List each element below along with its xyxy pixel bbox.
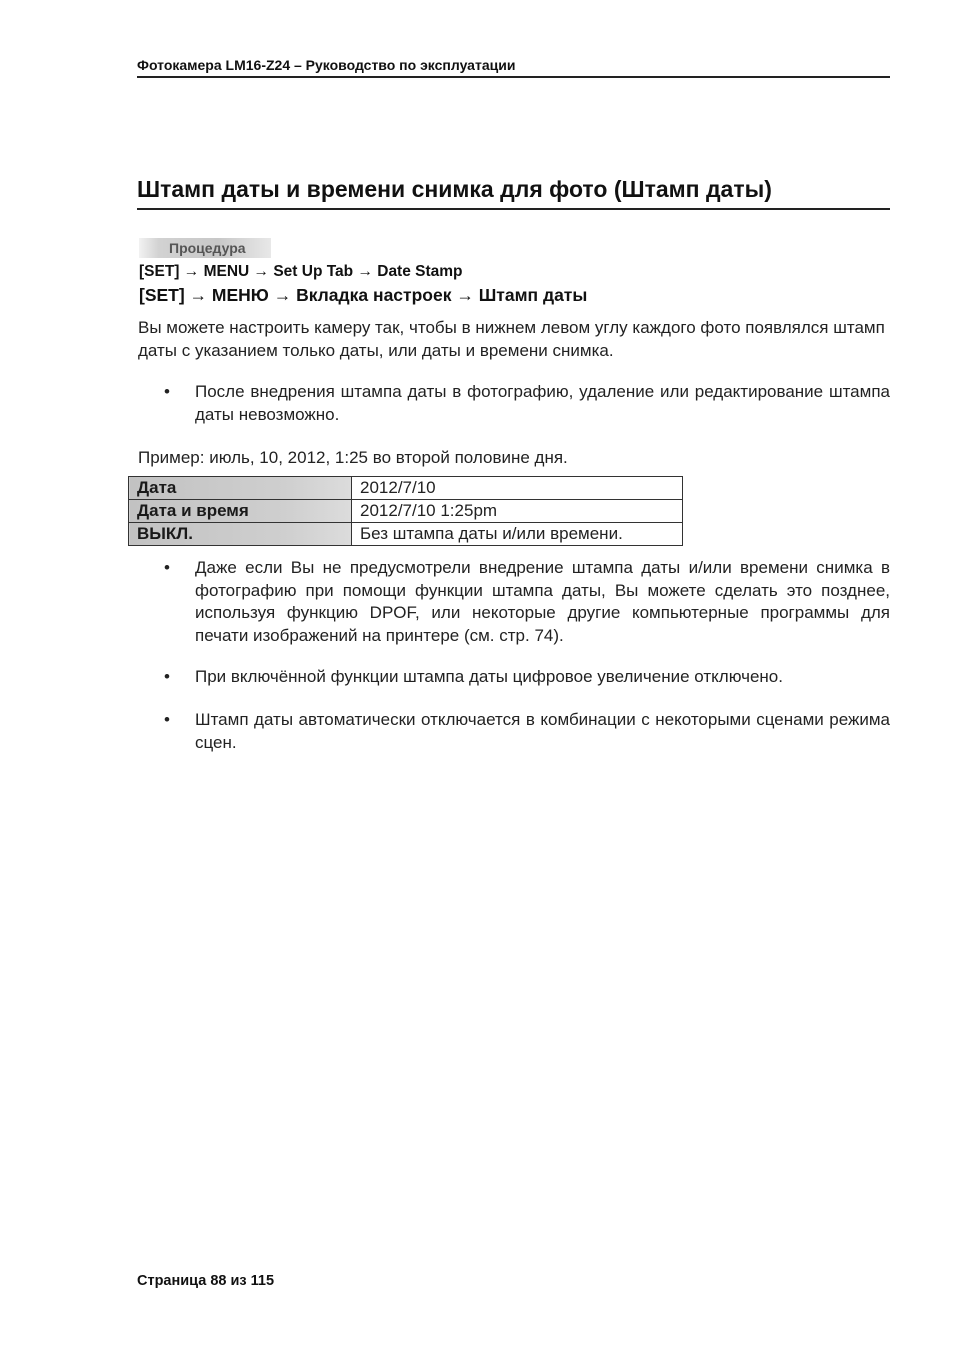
bullet-icon: • xyxy=(164,710,170,729)
option-cell: ВЫКЛ. xyxy=(129,523,352,546)
list-item-text: Даже если Вы не предусмотрели внедрение штампа даты и/или времени снимка в фотографию при помощи функции штампа даты, Вы можете сделать это позднее, используя функцию DPOF, или некоторые другие компьютерные программы для печати изображений на принтере (см. стр. 74). xyxy=(195,558,890,645)
note-bullet xyxy=(164,381,890,426)
menu-path-english: [SET] → MENU → Set Up Tab → Date Stamp xyxy=(139,263,463,280)
list-item-text: Штамп даты автоматически отключается в комбинации с некоторыми сценами режима сцен. xyxy=(195,710,890,752)
menu-path-russian: [SET] → МЕНЮ → Вкладка настроек → Штамп даты xyxy=(139,285,588,305)
list-item xyxy=(164,709,890,754)
value-cell: Без штампа даты и/или времени. xyxy=(352,523,683,546)
value-cell: 2012/7/10 1:25pm xyxy=(352,500,683,523)
example-text: Пример: июль, 10, 2012, 1:25 во второй половине дня. xyxy=(138,448,568,467)
section-title: Штамп даты и времени снимка для фото (Штамп даты) xyxy=(137,176,890,210)
table-row xyxy=(129,523,683,546)
list-item-text: При включённой функции штампа даты цифровое увеличение отключено. xyxy=(195,667,783,686)
list-item xyxy=(164,666,890,689)
page-number: Страница 88 из 115 xyxy=(137,1273,275,1289)
procedure-badge: Процедура xyxy=(139,238,271,258)
note-text: После внедрения штампа даты в фотографию, удаление или редактирование штампа даты невозможно. xyxy=(195,382,890,424)
date-stamp-options-table xyxy=(128,476,683,546)
intro-paragraph: Вы можете настроить камеру так, чтобы в нижнем левом углу каждого фото появлялся штамп даты с указанием только даты, или даты и времени снимка. xyxy=(138,318,885,360)
bullet-icon: • xyxy=(164,667,170,686)
table-row xyxy=(129,477,683,500)
bullet-icon: • xyxy=(164,382,170,401)
option-cell: Дата и время xyxy=(129,500,352,523)
option-cell: Дата xyxy=(129,477,352,500)
page-header: Фотокамера LM16-Z24 – Руководство по эксплуатации xyxy=(137,57,890,78)
value-cell: 2012/7/10 xyxy=(352,477,683,500)
list-item xyxy=(164,557,890,647)
table-row xyxy=(129,500,683,523)
bullet-icon: • xyxy=(164,558,170,577)
